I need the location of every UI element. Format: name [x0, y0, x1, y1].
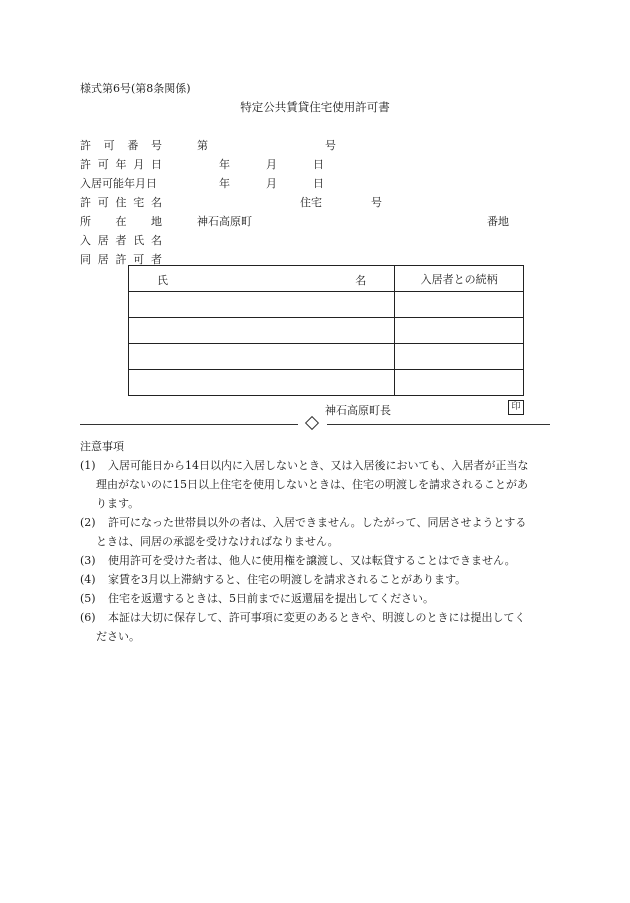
divider-right	[327, 424, 550, 425]
cohabitants-label: 同 居 許 可 者	[80, 253, 162, 266]
permit-date-year: 年	[219, 158, 230, 171]
permit-date-month: 月	[266, 158, 277, 171]
permit-number-suffix: 号	[325, 139, 336, 152]
move-in-date-month: 月	[266, 177, 277, 190]
permit-date-label: 許 可 年 月 日	[80, 158, 162, 171]
note-item: (2) 許可になった世帯員以外の者は、入居できません。したがって、同居させようとする ときは、同居の承認を受けなければなりません。	[80, 516, 527, 548]
document-title: 特定公共賃貸住宅使用許可書	[240, 100, 390, 114]
relation-column-header: 入居者との続柄	[395, 266, 524, 292]
name-cell[interactable]	[129, 318, 395, 344]
occupant-name-label: 入 居 者 氏 名	[80, 234, 162, 247]
housing-name-number: 号	[371, 196, 382, 209]
table-row	[129, 318, 524, 344]
housing-name-housing: 住宅	[300, 196, 322, 209]
cohabitants-table	[128, 265, 524, 396]
note-item: (6) 本証は大切に保存して、許可事項に変更のあるときや、明渡しのときには提出してく ださい。	[80, 611, 526, 643]
permit-number-label: 許 可 番 号	[80, 139, 162, 152]
note-item: (4) 家賃を3月以上滞納すると、住宅の明渡しを請求されることがあります。	[80, 573, 467, 586]
move-in-date-label: 入居可能年月日	[80, 177, 157, 190]
name-cell[interactable]	[129, 344, 395, 370]
location-label: 所 在 地	[80, 215, 162, 228]
table-row	[129, 370, 524, 396]
mayor-signature: 神石高原町長	[325, 404, 391, 417]
name-cell[interactable]	[129, 292, 395, 318]
relation-cell[interactable]	[395, 318, 524, 344]
location-lot: 番地	[487, 215, 509, 228]
relation-cell[interactable]	[395, 344, 524, 370]
note-item: (3) 使用許可を受けた者は、他人に使用権を譲渡し、又は転貸することはできません。	[80, 554, 516, 567]
note-item: (5) 住宅を返還するときは、5日前までに返還届を提出してください。	[80, 592, 434, 605]
form-number: 様式第6号(第8条関係)	[80, 82, 191, 95]
housing-name-label: 許 可 住 宅 名	[80, 196, 162, 209]
notes-title: 注意事項	[80, 440, 124, 453]
divider-left	[80, 424, 298, 425]
relation-cell[interactable]	[395, 292, 524, 318]
permit-date-day: 日	[313, 158, 324, 171]
table-row	[129, 292, 524, 318]
name-column-header: 氏 名	[129, 266, 395, 292]
seal-icon: 印	[508, 400, 524, 415]
table-header-row	[129, 266, 524, 292]
move-in-date-day: 日	[313, 177, 324, 190]
permit-number-prefix: 第	[197, 139, 208, 152]
table-row	[129, 344, 524, 370]
name-cell[interactable]	[129, 370, 395, 396]
note-item: (1) 入居可能日から14日以内に入居しないとき、又は入居後においても、入居者が正当な 理由がないのに15日以上住宅を使用しないときは、住宅の明渡しを請求されることがあ ります。	[80, 459, 529, 510]
move-in-date-year: 年	[219, 177, 230, 190]
location-town: 神石高原町	[197, 215, 252, 228]
diamond-icon	[305, 416, 319, 430]
relation-cell[interactable]	[395, 370, 524, 396]
